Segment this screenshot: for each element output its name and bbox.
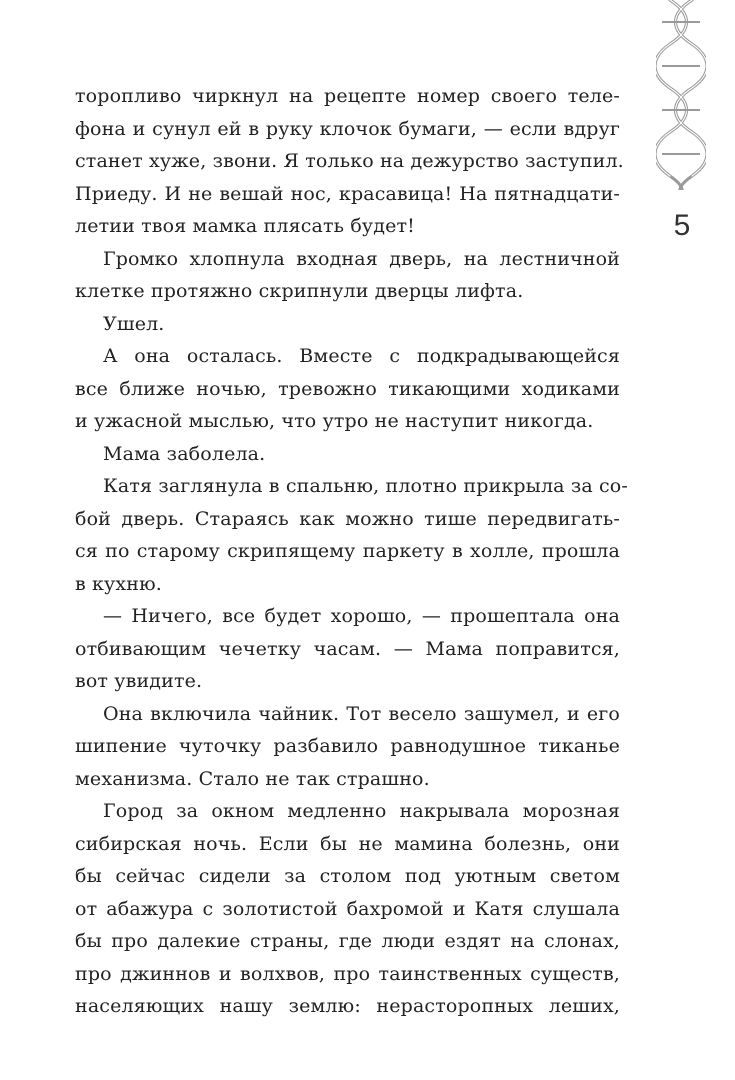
text-line: шипение чуточку разбавило равнодушное тиканье [75, 735, 620, 757]
text-line: населяющих нашу землю: нерасторопных леших, [75, 995, 620, 1017]
page-number: 5 [673, 209, 691, 242]
paragraph [75, 438, 620, 471]
text-line: бы сейчас сидели за столом под уютным светом [75, 865, 620, 887]
text-line: вот увидите. [75, 670, 203, 692]
text-line: и ужасной мыслью, что утро не наступит никогда. [75, 410, 594, 432]
paragraph [75, 80, 624, 243]
text-line: летии твоя мамка плясать будет! [75, 215, 415, 237]
text-line: механизма. Стало не так страшно. [75, 767, 430, 790]
paragraph [75, 698, 620, 796]
text-line: Ушел. [103, 312, 165, 335]
text-line: от абажура с золотистой бахромой и Катя слушала [75, 897, 620, 920]
text-line: станет хуже, звони. Я только на дежурство заступил. [75, 150, 624, 172]
paragraph [75, 470, 628, 600]
text-line: Она включила чайник. Тот весело зашумел, и его [103, 702, 620, 725]
text-line: все ближе ночью, тревожно тикающими ходиками [75, 377, 620, 400]
text-line: Громко хлопнула входная дверь, на лестничной [103, 247, 620, 270]
text-line: Мама заболела. [103, 442, 266, 465]
paragraph [75, 600, 620, 698]
text-line: отбивающим чечетку часам. — Мама поправится, [75, 637, 620, 660]
text-line: бой дверь. Стараясь как можно тише передвигать- [75, 507, 620, 530]
text-line: сибирская ночь. Если бы не мамина болезнь, они [75, 832, 620, 855]
paragraph [75, 308, 620, 341]
text-line: Катя заглянула в спальню, плотно прикрыла за со- [103, 475, 628, 497]
paragraph [75, 243, 620, 308]
celtic-knot-border-icon [656, 0, 706, 190]
text-line: клетке протяжно скрипнули дверцы лифта. [75, 280, 524, 302]
text-line: — Ничего, все будет хорошо, — прошептала она [103, 605, 620, 627]
text-line: А она осталась. Вместе с подкрадывающейся [103, 345, 620, 367]
text-line: бы про далекие страны, где люди ездят на слонах, [75, 930, 620, 952]
text-line: торопливо чиркнул на рецепте номер своего теле- [75, 85, 620, 107]
text-line: фона и сунул ей в руку клочок бумаги, — если вдруг [75, 117, 620, 140]
text-line: ся по старому скрипящему паркету в холле, прошла [75, 540, 620, 562]
paragraph [75, 795, 620, 1023]
text-line: Приеду. И не вешай нос, красавица! На пятнадцати- [75, 182, 620, 205]
text-line: Город за окном медленно накрывала морозная [103, 800, 620, 822]
paragraph [75, 340, 620, 438]
text-line: в кухню. [75, 572, 162, 595]
body-text [75, 80, 628, 1023]
text-line: про джиннов и волхвов, про таинственных существ, [75, 962, 620, 985]
